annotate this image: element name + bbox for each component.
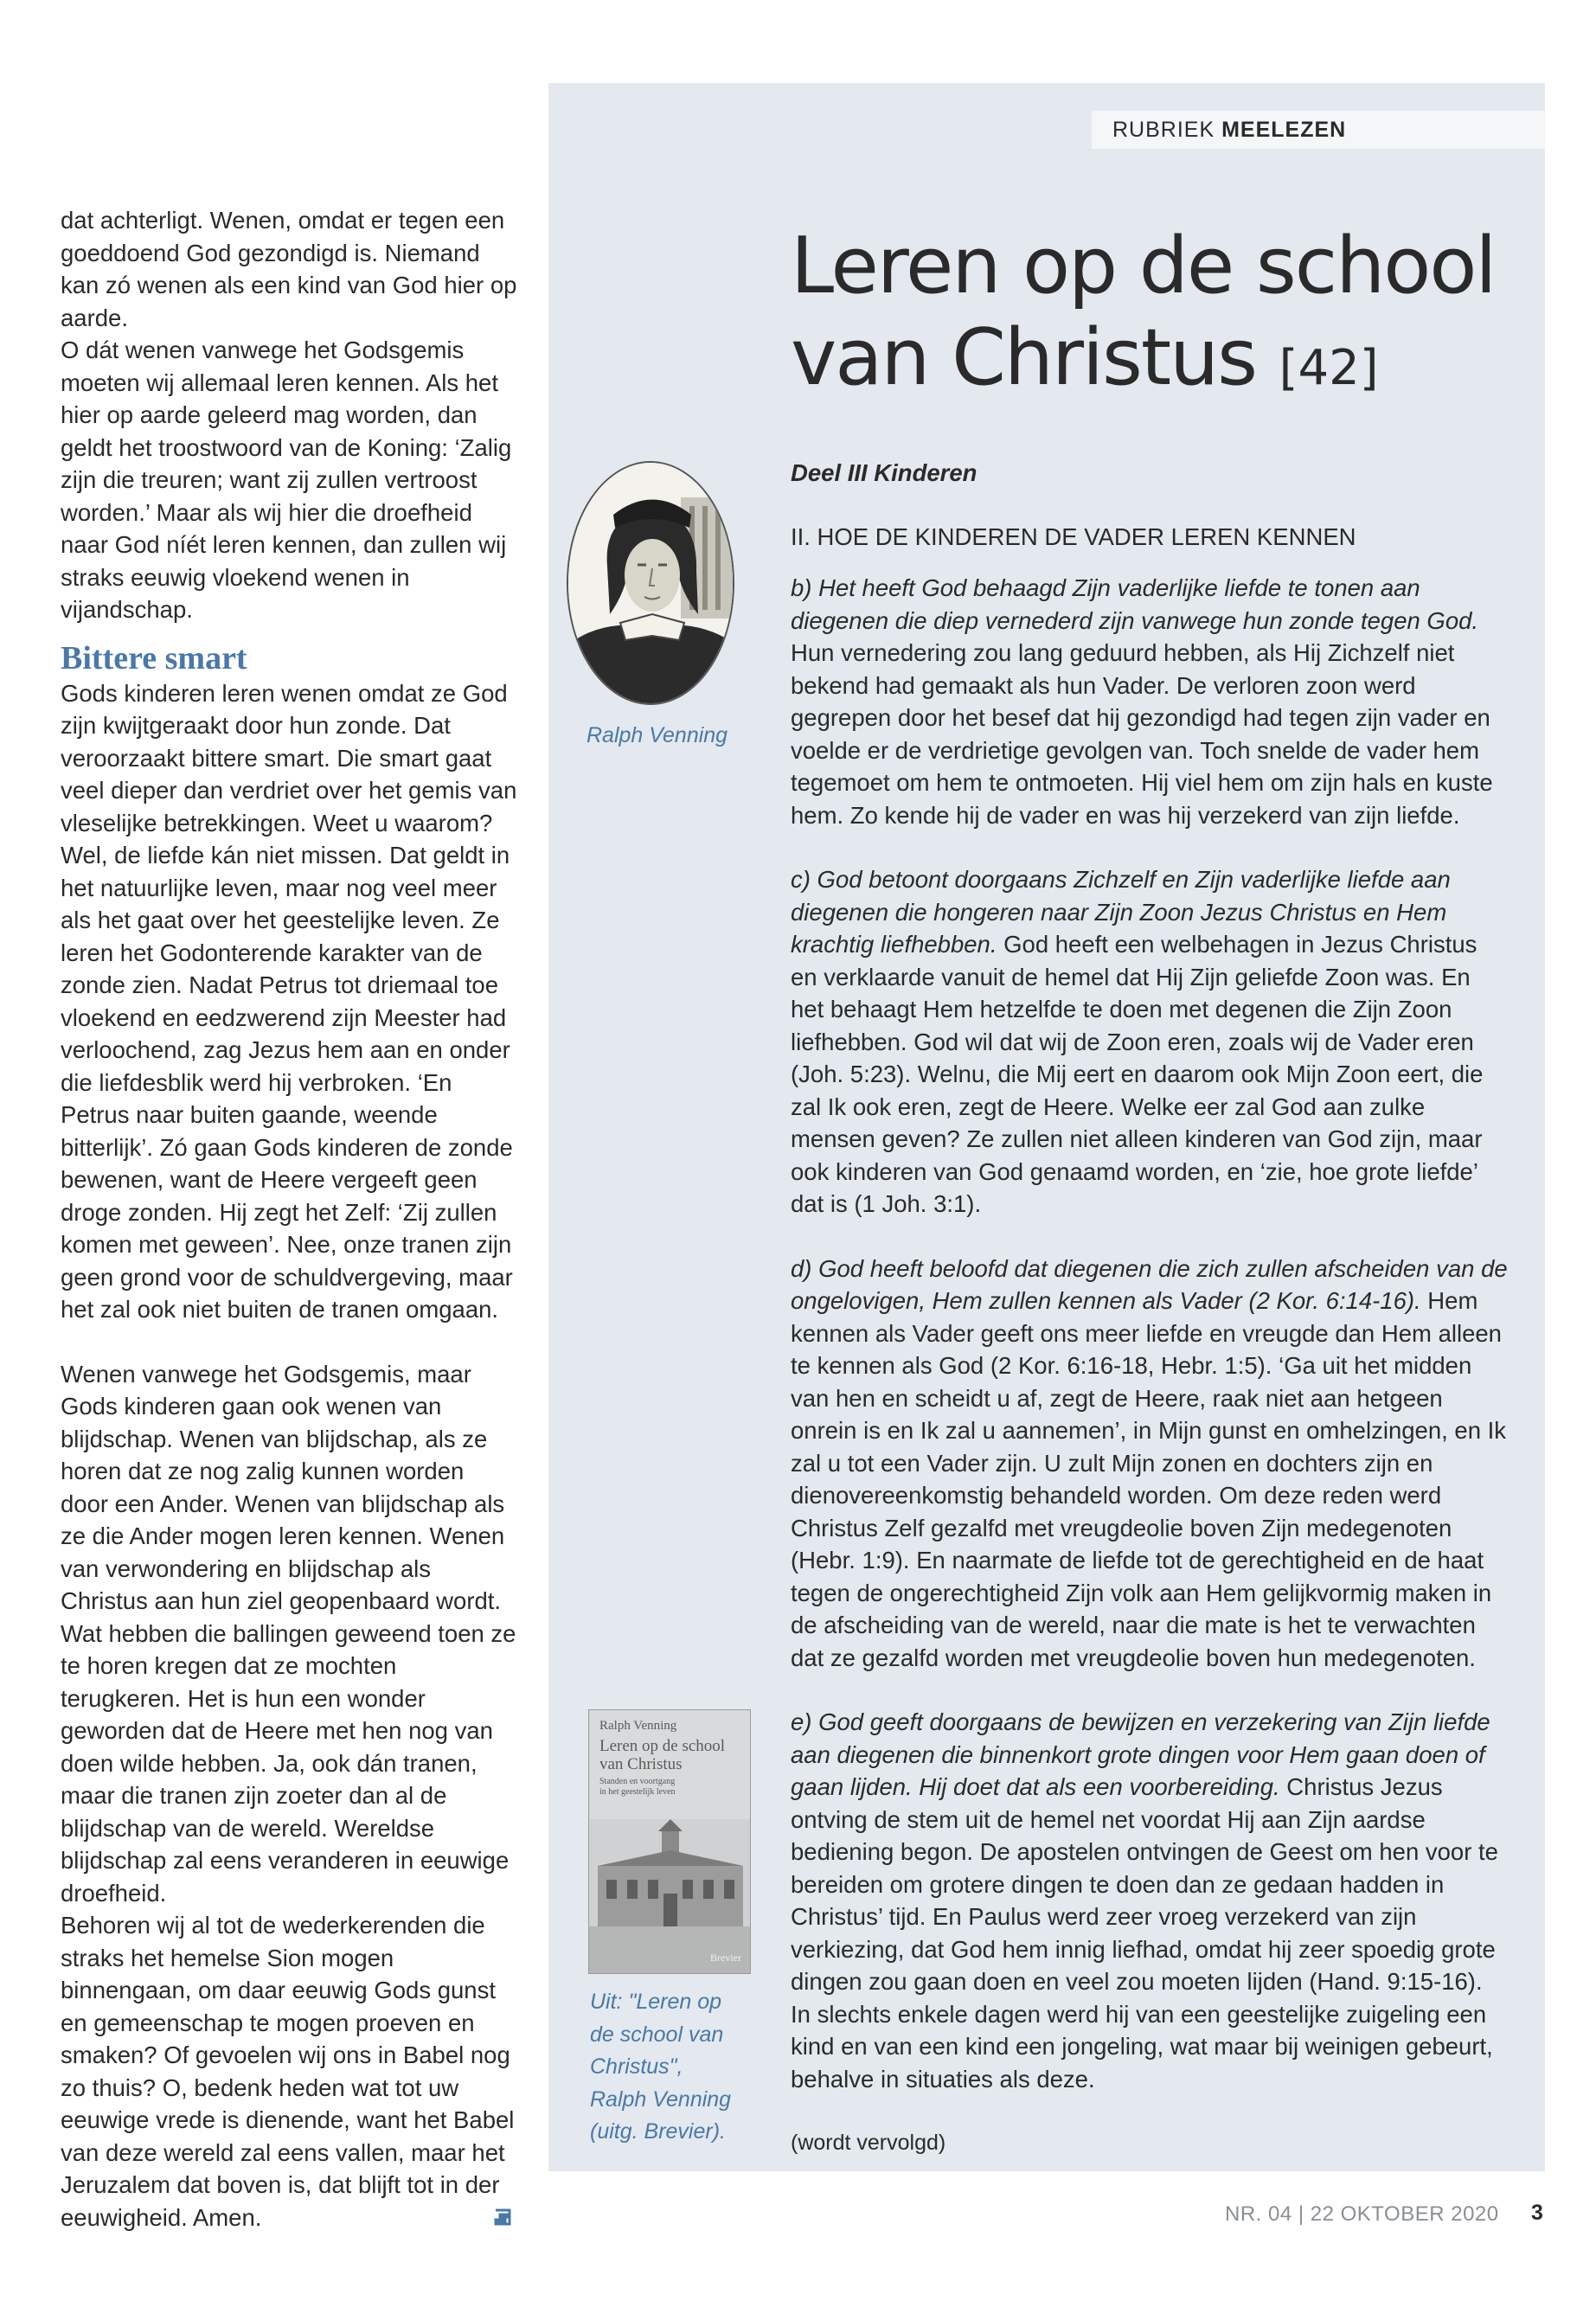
- paragraph-lead: e) God geeft doorgaans de bewijzen en verzekering van Zijn liefde aan diegenen die binnenkort grote dingen voor Hem gaan doen of gaan lijden. Hij doet dat als een voorbereiding.: [791, 1708, 1490, 1800]
- left-paragraph: Gods kinderen leren wenen omdat ze God zijn kwijtgeraakt door hun zonde. Dat veroorzaakt bittere smart. Die smart gaat veel dieper dan verdriet over het gemis van vleselijke betrekkingen. Weet u waarom? Wel, de liefde kán niet missen. Dat geldt in het natuurlijke leven, maar nog veel meer als het gaat over het geestelijke leven. Ze leren het Godonterende karakter van de zonde zien. Nadat Petrus tot driemaal toe vloekend en eedzwerend zijn Meester had verloochend, zag Jezus hem aan en onder die liefdesblik werd hij verbroken. ‘En Petrus naar buiten gaande, weende bitterlijk’. Zó gaan Gods kinderen de zonde bewenen, want de Heere vergeeft geen droge zonden. Hij zegt het Zelf: ‘Zij zullen komen met geween’. Nee, onze tranen zijn geen grond voor de schuldvergeving, maar het zal ook niet buiten de tranen omgaan.: [61, 679, 517, 1323]
- article-paragraph-b: [791, 572, 1509, 831]
- article-title: [791, 221, 1517, 414]
- book-title-line-2: van Christus: [599, 1755, 683, 1773]
- section-heading: II. HOE DE KINDEREN DE VADER LEREN KENNEN: [791, 522, 1356, 550]
- continued-note: (wordt vervolgd): [791, 2131, 946, 2155]
- book-author: Ralph Venning: [599, 1719, 677, 1733]
- book-subtitle-line-2: in het geestelijk leven: [599, 1787, 676, 1797]
- paragraph-body: Hun vernedering zou lang geduurd hebben, als Hij Zichzelf niet bekend had gemaakt als hun Vader. De verloren zoon werd gegrepen door het besef dat hij gezondigd had tegen zijn vader en voelde er de verdrietige gevolgen van. Toch snelde de vader hem tegemoet om hem te ontmoeten. Hij viel hem om zijn hals en kuste hem. Zo kende hij de vader en was hij verzekerd van zijn liefde.: [791, 639, 1493, 829]
- left-paragraph: Wenen vanwege het Godsgemis, maar Gods kinderen gaan ook wenen van blijdschap. Wenen van blijdschap, als ze horen dat ze nog zalig kunnen worden door een Ander. Wenen van blijdschap als ze die Ander mogen leren kennen. Wenen van verwondering en blijdschap als Christus aan hun ziel geopenbaard wordt.: [61, 1360, 505, 1614]
- book-title-line-1: Leren op de school: [599, 1737, 726, 1755]
- left-paragraph: [61, 1909, 517, 2234]
- book-subtitle-line-1: Standen en voortgang: [599, 1777, 676, 1786]
- left-paragraph: dat achterligt. Wenen, omdat er tegen een goeddoend God gezondigd is. Niemand kan zó wenen als een kind van God hier op aarde.: [61, 207, 517, 331]
- paragraph-body: God heeft een welbehagen in Jezus Christus en verklaarde vanuit de hemel dat Hij Zijn geliefde Zoon was. En het behaagt Hem hetzelfde te doen met degenen die Zijn Zoon liefhebben. God wil dat wij de Zoon eren, zoals wij de Vader eren (Joh. 5:23). Welnu, die Mij eert en daarom ook Mijn Zoon eert, die zal Ik ook eren, zegt de Heere. Welke eer zal God aan zulke mensen geven? Ze zullen niet alleen kinderen van God zijn, maar ook kinderen van God genaamd worden, en ‘zie, hoe grote liefde’ dat is (1 Joh. 3:1).: [791, 931, 1484, 1217]
- left-column: [61, 204, 517, 2234]
- book-caption-line: (uitg. Brevier).: [590, 2119, 726, 2144]
- article-paragraph-d: [791, 1253, 1509, 1675]
- book-cover-image: [588, 1709, 751, 1974]
- portrait-image: [567, 461, 734, 705]
- article-paragraph-c: [791, 863, 1509, 1221]
- paragraph-lead: b) Het heeft God behaagd Zijn vaderlijke liefde te tonen aan diegenen die diep vernederd zijn vanwege hun zonde tegen God.: [791, 574, 1479, 634]
- page-number: 3: [1531, 2201, 1543, 2225]
- paragraph-lead: d) God heeft beloofd dat diegenen die zich zullen afscheiden van de ongelovigen, Hem zullen kennen als Vader (2 Kor. 6:14-16).: [791, 1254, 1508, 1314]
- book-publisher: Brevier: [710, 1952, 741, 1964]
- portrait-caption: Ralph Venning: [586, 723, 728, 747]
- end-mark-icon: [493, 2207, 512, 2227]
- issue-info: NR. 04 | 22 OKTOBER 2020: [1225, 2202, 1499, 2226]
- article-paragraph-e: [791, 1706, 1509, 2095]
- rubriek-tag: [1092, 111, 1545, 149]
- title-line-2: van Christus: [791, 312, 1257, 403]
- paragraph-lead: c) God betoont doorgaans Zichzelf en Zijn vaderlijke liefde aan diegenen die hongeren naar Zijn Zoon Jezus Christus en Hem krachtig liefhebben.: [791, 866, 1451, 958]
- right-column: [791, 457, 1509, 2192]
- rubriek-name: MEELEZEN: [1221, 118, 1347, 142]
- paragraph-body: Hem kennen als Vader geeft ons meer liefde en vreugde dan Hem alleen te kennen als God (2 Kor. 6:16-18, Hebr. 1:5). ‘Ga uit het midden van hen en scheidt u af, zegt de Heere, raak niet aan hetgeen onrein is en Ik zal u aannemen’, in Mijn gunst en omhelzingen, en Ik zal u tot een Vader zijn. U zult Mijn zonen en dochters zijn en dienovereenkomstig behandeld worden. Om deze reden werd Christus Zelf gezalfd met vreugdeolie boven Zijn medegenoten (Hebr. 1:9). En naarmate de liefde tot de gerechtigheid en de haat tegen de ongerechtigheid Zijn volk aan Hem gelijkvormig maken in de afscheiding van de wereld, naar die mate is het te verwachten dat ze gezalfd worden met vreugdeolie boven hun medegenoten.: [791, 1287, 1507, 1671]
- title-number: [42]: [1279, 340, 1379, 396]
- rubriek-prefix: RUBRIEK: [1112, 118, 1215, 142]
- title-line-1: Leren op de school: [791, 221, 1496, 311]
- book-caption-line: de school van: [590, 2022, 724, 2047]
- book-caption-line: Christus",: [590, 2054, 683, 2079]
- left-paragraph-text: Behoren wij al tot de wederkerenden die straks het hemelse Sion mogen binnengaan, om daar eeuwig Gods gunst en gemeenschap te mogen proeven en smaken? Of gevoelen wij ons in Babel nog zo thuis? O, bedenk heden wat tot uw eeuwige vrede is dienende, want het Babel van deze wereld zal eens vallen, maar het Jeruzalem dat boven is, dat blijft tot in der eeuwigheid. Amen.: [61, 1912, 515, 2231]
- paragraph-body: Christus Jezus ontving de stem uit de hemel net voordat Hij aan Zijn aardse bediening begon. De apostelen ontvingen de Geest om hen voor te bereiden om grotere dingen te doen dan ze gedaan hadden in Christus’ tijd. En Paulus werd zeer vroeg verzekerd van zijn verkiezing, dat God hem innig liefhad, omdat hij zeer spoedig grote dingen zou gaan doen en veel zou moeten lijden (Hand. 9:15-16). In slechts enkele dagen werd hij van een geestelijke zuigeling een kind en van een kind een jongeling, wat maar bij weinigen gebeurt, behalve in situaties als deze.: [791, 1773, 1498, 2093]
- book-caption-line: Uit: "Leren op: [590, 1990, 722, 2014]
- book-caption: [590, 1986, 731, 2149]
- part-heading: Deel III Kinderen: [791, 459, 977, 486]
- portrait-drawing: [568, 463, 734, 705]
- book-caption-line: Ralph Venning: [590, 2086, 732, 2112]
- subheading-bittere-smart: Bittere smart: [61, 639, 247, 676]
- left-paragraph: Wat hebben die ballingen geweend toen ze te horen kregen dat ze mochten terugkeren. Het is hun een wonder geworden dat de Heere met hen nog van doen wilde hebben. Ja, ook dán tranen, maar die tranen zijn zoeter dan al de blijdschap van de wereld. Wereldse blijdschap zal eens veranderen in eeuwige droefheid.: [61, 1619, 516, 1907]
- left-paragraph: O dát wenen vanwege het Godsgemis moeten wij allemaal leren kennen. Als het hier op aarde geleerd mag worden, dan geldt het troostwoord van de Koning: ‘Zalig zijn die treuren; want zij zullen vertroost worden.’ Maar als wij hier die droefheid naar God níét leren kennen, dan zullen wij straks eeuwig vloekend wenen in vijandschap.: [61, 336, 512, 623]
